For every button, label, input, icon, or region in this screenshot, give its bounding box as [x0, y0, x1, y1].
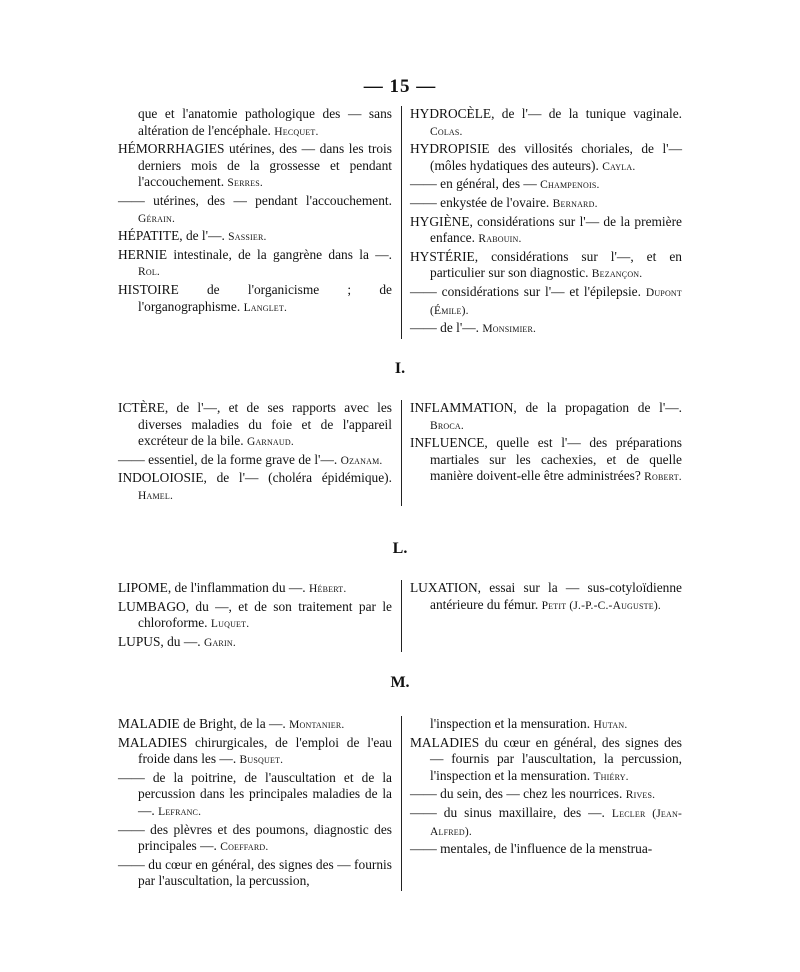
index-entry: que et l'anatomie pathologique des — sans altération de l'encéphale. Hecquet. [138, 106, 392, 138]
index-entry: —— du sein, des — chez les nourrices. Rives. [410, 786, 656, 802]
entry-author: Hamel. [138, 489, 174, 502]
left-column [118, 716, 398, 891]
entry-author: Rabouin. [478, 233, 522, 246]
entry-author: Busquet. [239, 754, 284, 767]
entry-author: Gérain. [138, 212, 176, 225]
index-entry: MALADIES chirurgicales, de l'emploi de l'eau froide dans les —. Busquet. [118, 734, 392, 767]
entry-author: Bezançon. [591, 268, 643, 281]
left-column [118, 106, 398, 339]
section-i [118, 400, 688, 506]
index-entry: INDOLOIOSIE, de l'— (choléra épidémique). Hamel. [118, 470, 392, 502]
index-entry: —— du sinus maxillaire, des —. Lecler (Jean-Alfred). [410, 804, 682, 838]
entry-author: Serres. [227, 177, 263, 190]
entry-author: Dupont (Émile). [430, 286, 682, 317]
index-entry: ICTÈRE, de l'—, et de ses rapports avec les diverses maladies du foie et de l'appareil excréteur de la bile. Garnaud. [118, 400, 392, 449]
index-entry: —— utérines, des — pendant l'accouchement. Gérain. [118, 192, 392, 225]
left-column [118, 400, 398, 506]
entry-author: Petit (J.-P.-C.-Auguste). [541, 599, 661, 612]
index-entry: —— du cœur en général, des signes des — fournis par l'auscultation, la percussion, [118, 856, 392, 889]
entry-author: Rives. [625, 789, 656, 802]
right-column [402, 106, 682, 339]
index-entry: LIPOME, de l'inflammation du —. Hébert. [118, 580, 347, 595]
index-entry: —— essentiel, de la forme grave de l'—. Ozanam. [118, 451, 383, 467]
index-entry: —— mentales, de l'influence de la menstrua- [410, 841, 653, 857]
entry-author: Robert. [644, 471, 682, 484]
right-column [402, 400, 682, 506]
index-entry: —— de la poitrine, de l'auscultation et de la percussion dans les principales maladies de la —. Lefranc. [118, 769, 392, 818]
entry-author: Sassier. [228, 231, 267, 244]
entry-author: Cayla. [602, 160, 636, 173]
entry-author: Monsimier. [482, 323, 537, 336]
entry-author: Montanier. [289, 719, 345, 731]
right-column [402, 580, 682, 652]
entry-author: Hutan. [593, 719, 628, 731]
index-entry-continuation: l'inspection et la mensuration. Hutan. [430, 716, 628, 731]
index-entry: HYSTÉRIE, considérations sur l'—, et en particulier sur son diagnostic. Bezançon. [410, 248, 682, 281]
entry-author: Colas. [430, 125, 463, 138]
index-entry: INFLAMMATION, de la propagation de l'—. Broca. [410, 400, 682, 432]
index-entry: —— des plèvres et des poumons, diagnostic des principales —. Coeffard. [118, 821, 392, 854]
index-entry: MALADIES du cœur en général, des signes des — fournis par l'auscultation, la percussion, l'inspection et la mensuration. Thiéry. [410, 734, 682, 783]
entry-author: Lefranc. [158, 805, 202, 818]
entry-author: Bernard. [552, 197, 598, 210]
index-entry: —— considérations sur l'— et l'épilepsie. Dupont (Émile). [410, 283, 682, 317]
index-entry: HYDROPISIE des villosités choriales, de l'— (môles hydatiques des auteurs). Cayla. [410, 141, 682, 173]
entry-author: Hébert. [309, 583, 347, 595]
entry-author: Coeffard. [220, 841, 269, 854]
section-letter-l: L. [392, 540, 408, 557]
index-entry: —— enkystée de l'ovaire. Bernard. [410, 194, 598, 210]
index-entry: HERNIE intestinale, de la gangrène dans la —. Rol. [118, 246, 392, 279]
entry-author: Lecler (Jean-Alfred). [430, 807, 682, 838]
section-letter-i: I. [394, 360, 406, 377]
entry-author: Thiéry. [593, 770, 629, 783]
entry-author: Luquet. [210, 618, 250, 631]
entry-author: Hecquet. [274, 125, 319, 138]
section-h [118, 106, 688, 339]
entry-author: Rol. [138, 266, 161, 279]
index-entry: —— de l'—. Monsimier. [410, 320, 537, 336]
entry-author: Langlet. [243, 301, 288, 314]
entry-author: Ozanam. [340, 454, 383, 467]
right-column [402, 716, 682, 891]
section-letter-m: M. [390, 674, 410, 691]
index-entry: HÉMORRHAGIES utérines, des — dans les trois derniers mois de la grossesse et pendant l'accouchement. Serres. [118, 141, 392, 190]
index-entry: LUXATION, essai sur la — sus-cotyloïdienne antérieure du fémur. Petit (J.-P.-C.-Auguste). [410, 580, 682, 612]
index-entry: LUMBAGO, du —, et de son traitement par le chloroforme. Luquet. [118, 598, 392, 631]
index-entry: INFLUENCE, quelle est l'— des préparations martiales sur les cachexies, et de quelle manière doivent-elle être administrées? Robert. [410, 435, 682, 484]
left-column [118, 580, 398, 652]
entry-author: Champenois. [540, 179, 600, 192]
index-entry: HYGIÈNE, considérations sur l'— de la première enfance. Rabouin. [410, 213, 682, 246]
index-entry: —— en général, des — Champenois. [410, 176, 600, 192]
page-number: — 15 — [363, 76, 437, 97]
entry-author: Garin. [203, 636, 236, 649]
index-entry: HYDROCÈLE, de l'— de la tunique vaginale. Colas. [410, 106, 682, 138]
index-entry: HÉPATITE, de l'—. Sassier. [118, 228, 267, 244]
entry-author: Garnaud. [246, 436, 294, 449]
section-l [118, 580, 688, 652]
index-entry: LUPUS, du —. Garin. [118, 633, 236, 649]
index-entry: MALADIE de Bright, de la —. Montanier. [118, 716, 345, 731]
section-m [118, 716, 688, 891]
index-entry: HISTOIRE de l'organicisme ; de l'organographisme. Langlet. [118, 281, 392, 314]
entry-author: Broca. [430, 419, 464, 432]
